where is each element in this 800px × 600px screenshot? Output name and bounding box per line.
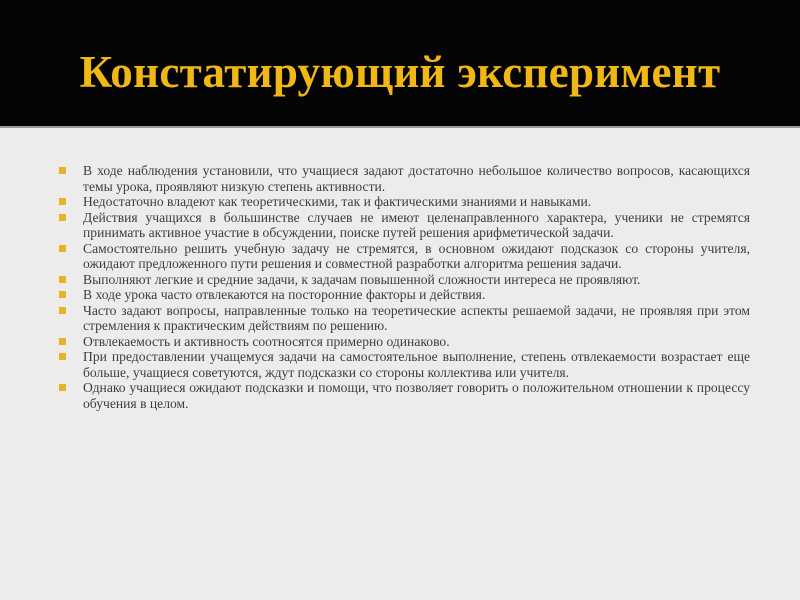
bullet-item xyxy=(56,194,750,210)
bullet-text: Отвлекаемость и активность соотносятся примерно одинаково. xyxy=(83,333,450,349)
slide-header xyxy=(0,0,800,126)
bullet-text: Действия учащихся в большинстве случаев не имеют целенаправленного характера, ученики не стремятся принимать активное участие в обсуждении, поиске путей решения арифметической задачи. xyxy=(83,209,750,240)
square-bullet-icon xyxy=(59,353,66,360)
bullet-item xyxy=(56,380,750,411)
square-bullet-icon xyxy=(59,384,66,391)
header-divider xyxy=(0,126,800,128)
bullet-text: В ходе наблюдения установили, что учащиеся задают достаточно небольшое количество вопросов, касающихся темы урока, проявляют низкую степень активности. xyxy=(83,163,750,194)
bullet-text: Самостоятельно решить учебную задачу не стремятся, в основном ожидают подсказок со стороны учителя, ожидают предложенного пути решения и совместной разработки алгоритма решения задачи. xyxy=(83,240,750,271)
square-bullet-icon xyxy=(59,214,66,221)
bullet-text: В ходе урока часто отвлекаются на посторонние факторы и действия. xyxy=(83,287,486,302)
square-bullet-icon xyxy=(59,245,66,252)
bullet-item xyxy=(56,210,750,241)
square-bullet-icon xyxy=(59,338,66,345)
square-bullet-icon xyxy=(59,291,66,298)
bullet-item xyxy=(56,163,750,194)
square-bullet-icon xyxy=(59,307,66,314)
bullet-list xyxy=(56,163,750,411)
square-bullet-icon xyxy=(59,167,66,174)
bullet-text: Выполняют легкие и средние задачи, к задачам повышенной сложности интереса не проявляют. xyxy=(83,271,641,287)
square-bullet-icon xyxy=(59,198,66,205)
bullet-item xyxy=(56,334,750,350)
bullet-item xyxy=(56,303,750,334)
bullet-item xyxy=(56,287,750,303)
slide-content xyxy=(56,163,750,411)
square-bullet-icon xyxy=(59,276,66,283)
bullet-item xyxy=(56,241,750,272)
bullet-text: Однако учащиеся ожидают подсказки и помощи, что позволяет говорить о положительном отношении к процессу обучения в целом. xyxy=(83,380,750,411)
bullet-text: При предоставлении учащемуся задачи на самостоятельное выполнение, степень отвлекаемости возрастает еще больше, учащиеся советуются, ждут подсказки со стороны коллектива или учителя. xyxy=(83,349,750,380)
bullet-item xyxy=(56,272,750,288)
bullet-text: Недостаточно владеют как теоретическими, так и фактическими знаниями и навыками. xyxy=(83,194,592,209)
slide-title: Констатирующий эксперимент xyxy=(79,47,721,97)
bullet-item xyxy=(56,349,750,380)
bullet-text: Часто задают вопросы, направленные только на теоретические аспекты решаемой задачи, не проявляя при этом стремления к практическим действиям по решению. xyxy=(83,302,750,333)
